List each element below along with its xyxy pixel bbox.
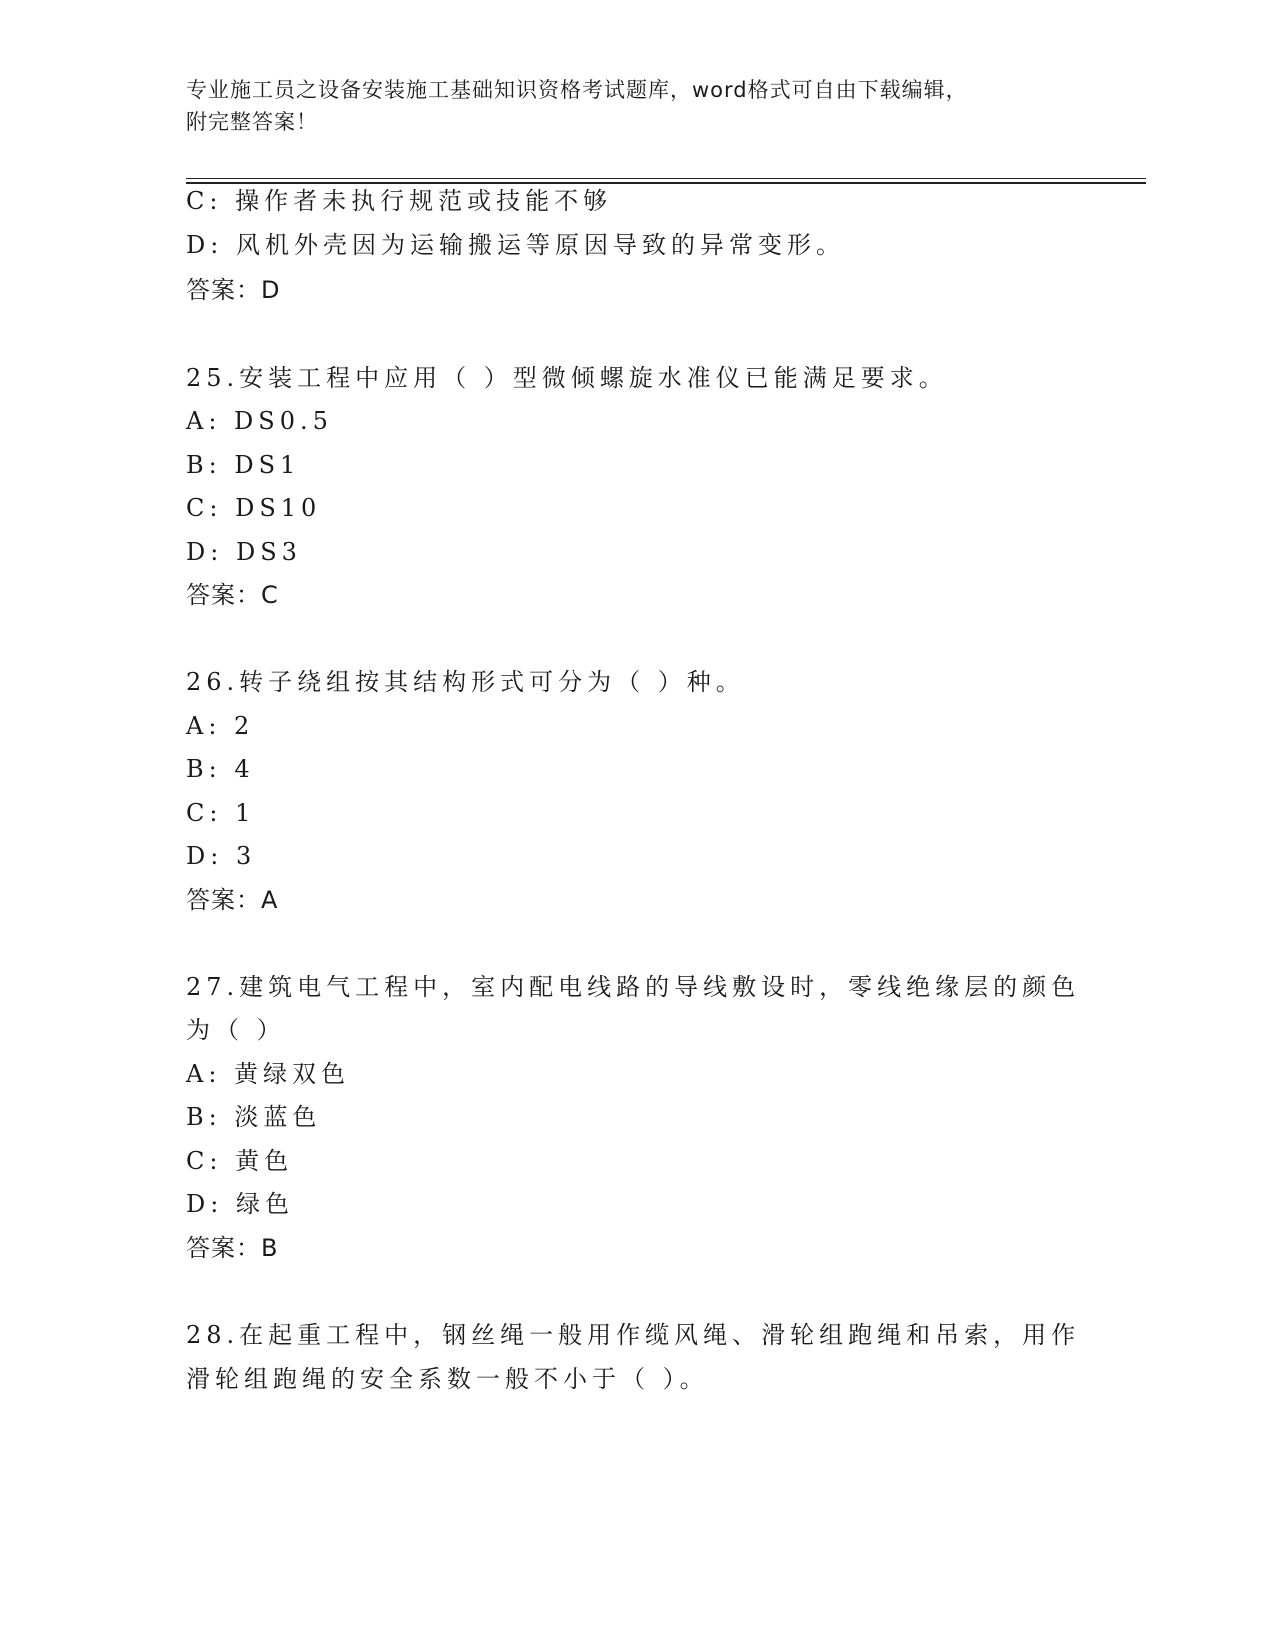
option-d: D: 3 <box>186 842 257 870</box>
option-a: A: 黄绿双色 <box>186 1060 351 1088</box>
header-divider-thick <box>186 182 1146 184</box>
header-line-2: 附完整答案！ <box>186 110 318 134</box>
question-stem-line-2: 为（ ） <box>186 1016 286 1044</box>
answer: 答案：C <box>186 581 279 609</box>
option-b: B: 淡蓝色 <box>186 1103 322 1131</box>
option-c: C: 1 <box>186 799 256 827</box>
option-b: B: 4 <box>186 755 255 783</box>
answer: 答案：B <box>186 1234 279 1262</box>
question-stem-line-1: 28.在起重工程中，钢丝绳一般用作缆风绳、滑轮组跑绳和吊索，用作 <box>186 1321 1081 1349</box>
question-stem: 25.安装工程中应用（ ）型微倾螺旋水准仪已能满足要求。 <box>186 364 948 392</box>
answer: 答案：D <box>186 276 281 304</box>
document-header <box>186 74 1066 138</box>
question-stem: 26.转子绕组按其结构形式可分为（ ）种。 <box>186 668 745 696</box>
option-c: C: 黄色 <box>186 1147 294 1175</box>
option-a: A: 2 <box>186 712 255 740</box>
question-stem-line-1: 27.建筑电气工程中，室内配电线路的导线敷设时，零线绝缘层的颜色 <box>186 973 1081 1001</box>
option-c: C: DS10 <box>186 494 322 522</box>
option-d: D: 绿色 <box>186 1190 294 1218</box>
answer: 答案：A <box>186 886 279 914</box>
option-d: D: DS3 <box>186 538 302 566</box>
header-line-1: 专业施工员之设备安装施工基础知识资格考试题库，word格式可自由下载编辑， <box>186 78 968 102</box>
option-d: D: 风机外壳因为运输搬运等原因导致的异常变形。 <box>186 231 845 259</box>
header-divider-thin <box>186 178 1146 179</box>
option-c: C: 操作者未执行规范或技能不够 <box>186 187 613 215</box>
option-b: B: DS1 <box>186 451 301 479</box>
option-a: A: DS0.5 <box>186 407 333 435</box>
question-stem-line-2: 滑轮组跑绳的安全系数一般不小于（ ）。 <box>186 1365 709 1393</box>
